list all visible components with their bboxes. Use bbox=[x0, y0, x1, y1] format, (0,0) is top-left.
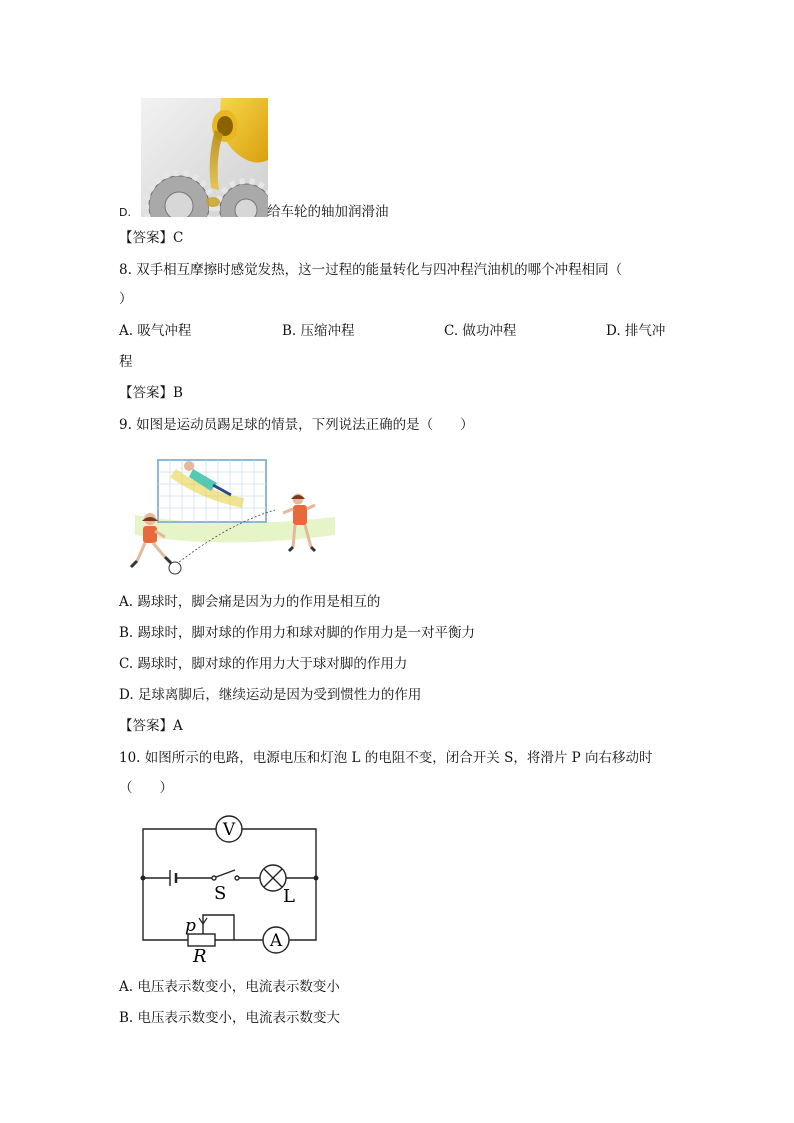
football-scene-image bbox=[125, 455, 340, 580]
q8-answer: 【答案】B bbox=[119, 385, 183, 401]
q8-option-d: D. 排气冲 bbox=[606, 323, 666, 339]
slider-label: p bbox=[185, 916, 196, 936]
q9-option-d: D. 足球离脚后，继续运动是因为受到惯性力的作用 bbox=[119, 687, 422, 703]
q9-option-c: C. 踢球时，脚对球的作用力大于球对脚的作用力 bbox=[119, 656, 408, 672]
voltmeter-label: V bbox=[222, 820, 236, 840]
q8-option-wrap: 程 bbox=[119, 354, 133, 370]
resistor-label: R bbox=[193, 946, 207, 964]
q8-option-a: A. 吸气冲程 bbox=[119, 323, 192, 339]
q8-stem-line2: ） bbox=[119, 291, 133, 307]
q8-option-c: C. 做功冲程 bbox=[444, 323, 517, 339]
q8-stem-line1: 8. 双手相互摩擦时感觉发热，这一过程的能量转化与四冲程汽油机的哪个冲程相同（ bbox=[119, 262, 623, 278]
circuit-diagram bbox=[137, 812, 327, 964]
q9-option-b: B. 踢球时，脚对球的作用力和球对脚的作用力是一对平衡力 bbox=[119, 625, 476, 641]
ammeter-label: A bbox=[269, 931, 283, 951]
q7-answer: 【答案】C bbox=[119, 230, 184, 246]
q10-stem-line1: 10. 如图所示的电路，电源电压和灯泡 L 的电阻不变，闭合开关 S，将滑片 P 向右移动时 bbox=[119, 750, 653, 766]
gear-oil-image bbox=[141, 98, 268, 217]
q9-option-a: A. 踢球时，脚会痛是因为力的作用是相互的 bbox=[119, 594, 381, 610]
q10-option-a: A. 电压表示数变小，电流表示数变小 bbox=[119, 979, 340, 995]
q10-stem-line2: （ ） bbox=[119, 780, 173, 796]
q7-option-d bbox=[119, 202, 389, 223]
q9-stem: 9. 如图是运动员踢足球的情景，下列说法正确的是（ ） bbox=[119, 417, 474, 433]
q10-option-b: B. 电压表示数变小，电流表示数变大 bbox=[119, 1010, 341, 1026]
q8-option-b: B. 压缩冲程 bbox=[282, 323, 355, 339]
lamp-label: L bbox=[283, 886, 295, 907]
q9-answer: 【答案】A bbox=[119, 718, 183, 734]
q7-option-d-text: 给车轮的轴加润滑油 bbox=[267, 204, 389, 220]
switch-label: S bbox=[214, 883, 227, 904]
q7-option-d-letter: D. bbox=[119, 206, 131, 219]
